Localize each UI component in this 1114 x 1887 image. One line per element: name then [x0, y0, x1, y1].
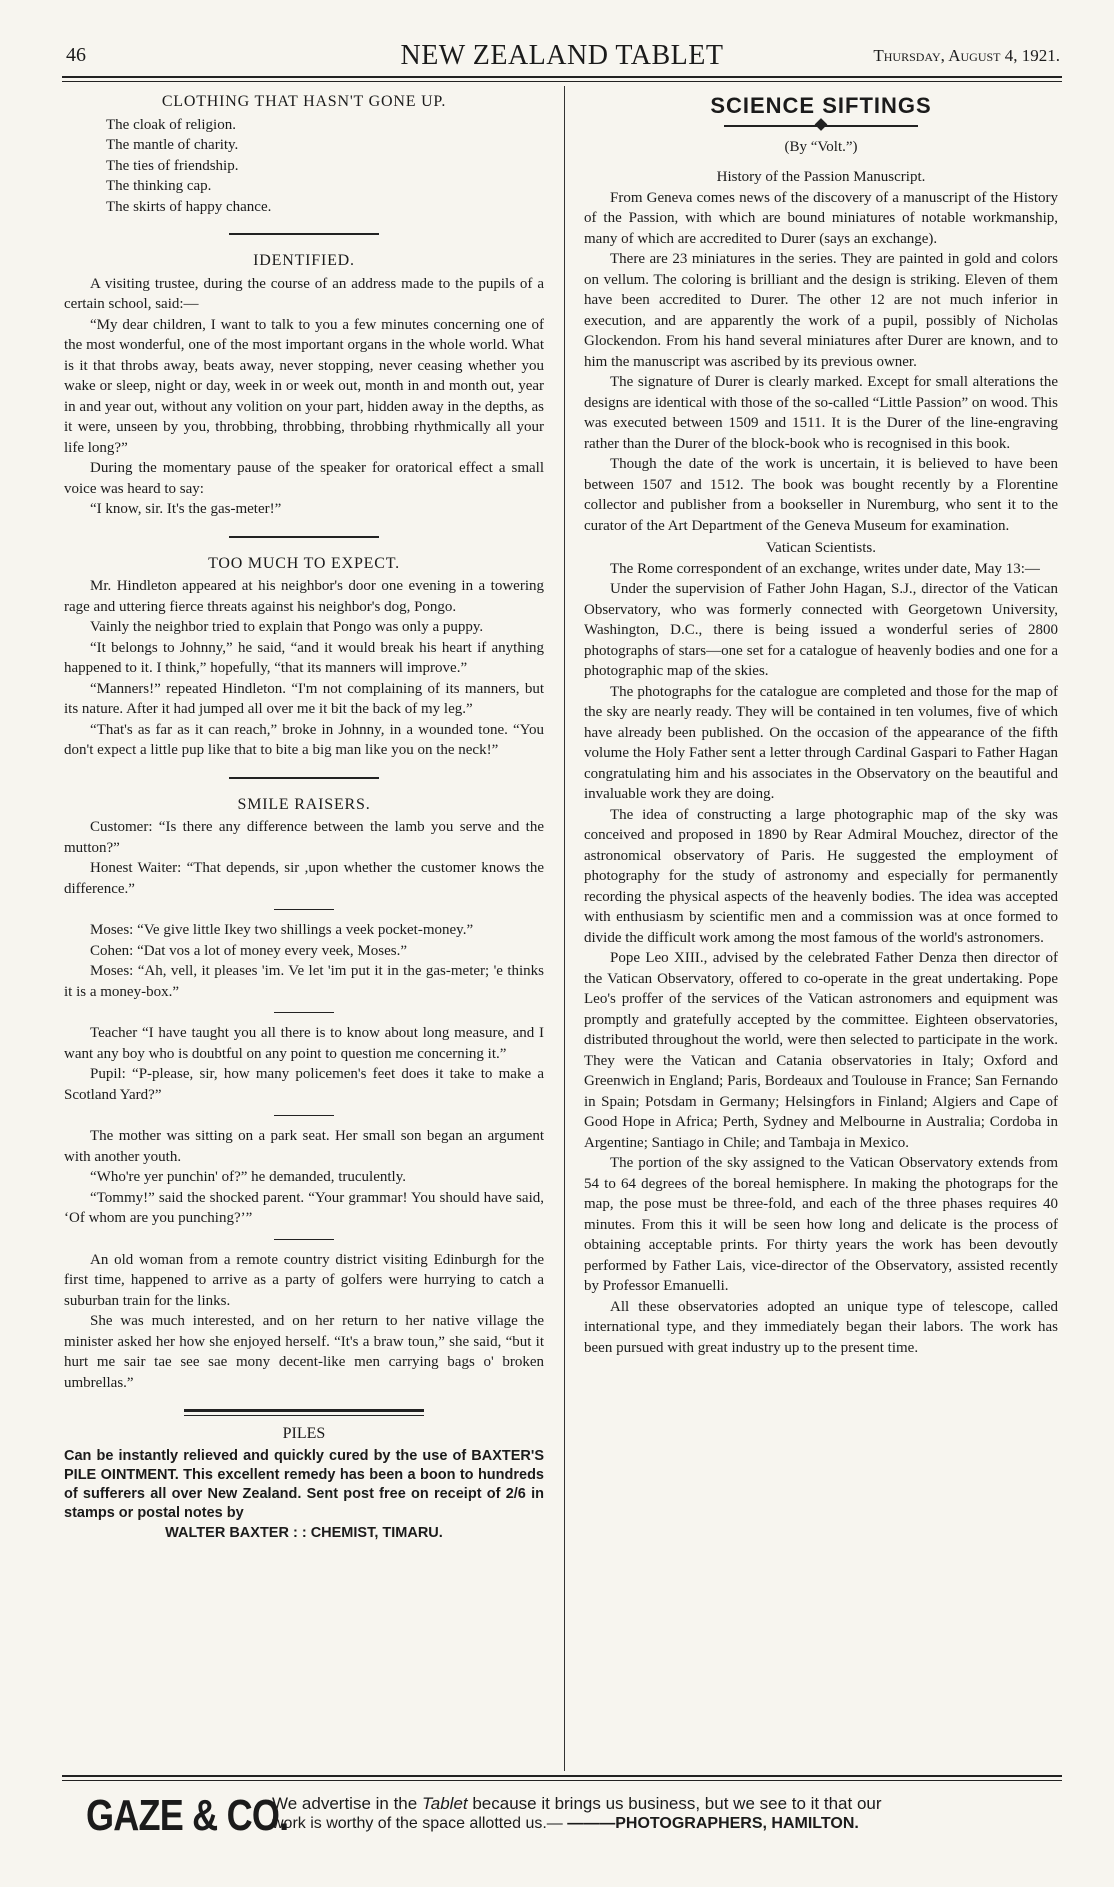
paragraph: Teacher “I have taught you all there is to know about long measure, and I want any boy who is doubtful on any point to question me concerning it.”	[64, 1025, 544, 1062]
paragraph: “Manners!” repeated Hindleton. “I'm not complaining of its manners, but its nature. After it had jumped all over me it bit the back of my leg.”	[64, 680, 544, 717]
section-rule	[229, 777, 379, 779]
section-rule	[229, 536, 379, 538]
footer-text	[272, 1794, 1062, 1834]
joke-rule	[274, 1012, 334, 1013]
footer-text-a: We advertise in the	[272, 1794, 422, 1813]
paragraph: “My dear children, I want to talk to you a few minutes concerning one of the most wonderful, one of the most important organs in the whole world. What is it that throbs away, beats away, never stopping, never ceasing whether you wake or sleep, night or day, week in or week out, month in and month out, year in and year out, without any volition on your part, hidden away in the depths, as it were, unseen by you, throbbing, throbbing, throbbing rhythmically all your life long?”	[64, 316, 544, 456]
paragraph: All these observatories adopted an unique type of telescope, called international type, and they immediately began their labors. The work has been pursued with great industry up to the present time.	[584, 1298, 1058, 1356]
advert-title: PILES	[282, 1425, 326, 1442]
paragraph: Pope Leo XIII., advised by the celebrated Father Denza then director of the Vatican Observatory, offered to co-operate in the great undertaking. Pope Leo's proffer of the services of the Vatican astronomers and equipment was promptly and gratefully accepted by the committee. Eighteen observatories, distributed throughout the world, were then selected to participate in the work. They were the Vatican and Catania observatories in Italy; Oxford and Greenwich in England; Paris, Bordeaux and Toulouse in France; San Fernando in Spain; Potsdam in Germany; Helsingfors in Finland; Algiers and Cape of Good Hope in Africa; Perth, Sydney and Melbourne in Australia; Cordoba in Argentine; Santiago in Chile; and Tambaja in Mexico.	[584, 950, 1058, 1151]
subheading: Vatican Scientists.	[766, 540, 876, 556]
paragraph: “I know, sir. It's the gas-meter!”	[90, 501, 282, 517]
paragraph: Mr. Hindleton appeared at his neighbor's door one evening in a towering rage and uttering fierce threats against his neighbor's dog, Pongo.	[64, 578, 544, 615]
gaze-logo: GAZE & CO.	[86, 1791, 289, 1840]
issue-date: Thursday, August 4, 1921.	[873, 46, 1060, 65]
footer-line-2	[272, 1814, 1062, 1834]
paragraph: “Tommy!” said the shocked parent. “Your grammar! You should have said, ‘Of whom are you punching?’”	[64, 1189, 544, 1226]
paragraph: “It belongs to Johnny,” he said, “and it would break his heart if anything happened to it. I think,” hopefully, “that its manners will improve.”	[64, 639, 544, 676]
paragraph: Vainly the neighbor tried to explain that Pongo was only a puppy.	[90, 619, 484, 635]
footer-rule-thin	[62, 1780, 1062, 1781]
paragraph: The mother was sitting on a park seat. Her small son began an argument with another youth.	[64, 1128, 544, 1165]
newspaper-title: NEW ZEALAND TABLET	[400, 40, 724, 71]
paragraph: A visiting trustee, during the course of an address made to the pupils of a certain school, said:—	[64, 275, 544, 312]
right-column	[584, 92, 1058, 1358]
paragraph: Under the supervision of Father John Hagan, S.J., director of the Vatican Observatory, who was formerly connected with Georgetown University, Washington, D.C., there is being issued a wonderful series of 2800 photographs of stars—one set for a catalogue of heavenly bodies and one for a photographic map of the skies.	[584, 581, 1058, 679]
paragraph: From Geneva comes news of the discovery of a manuscript of the History of the Passion, with which are bound miniatures of notable workmanship, many of which are accredited to Durer (says an exchange).	[584, 189, 1058, 247]
byline: (By “Volt.”)	[784, 138, 858, 155]
paragraph: Cohen: “Dat vos a lot of money every veek, Moses.”	[90, 942, 407, 959]
footer-photographers: ———PHOTOGRAPHERS, HAMILTON.	[567, 1815, 859, 1832]
paragraph: Moses: “Ve give little Ikey two shillings a veek pocket-money.”	[90, 922, 474, 938]
diamond-icon	[815, 118, 828, 131]
footer-advert	[62, 1788, 1062, 1858]
advert-signature: WALTER BAXTER : : CHEMIST, TIMARU.	[165, 1524, 443, 1541]
paragraph: Honest Waiter: “That depends, sir ,upon whether the customer knows the difference.”	[64, 860, 544, 897]
page-number: 46	[66, 44, 86, 66]
verse-line: The skirts of happy chance.	[106, 198, 272, 215]
verse-line: The cloak of religion.	[106, 116, 236, 133]
clothing-heading: CLOTHING THAT HASN'T GONE UP.	[161, 93, 447, 110]
paragraph: The photographs for the catalogue are completed and those for the map of the sky are nearly ready. They will be contained in ten volumes, five of which have already been published. On the occasion of the appearance of the fifth volume the Holy Father sent a letter through Cardinal Gaspari to Father Hagan congratulating him and his associates in the Observatory on the beautiful and invaluable work they are doing.	[584, 683, 1058, 802]
paragraph: Customer: “Is there any difference between the lamb you serve and the mutton?”	[64, 819, 544, 856]
identified-heading: IDENTIFIED.	[253, 252, 355, 269]
paragraph: She was much interested, and on her return to her native village the minister asked her how she enjoyed herself. “It's a braw toun,” she said, “but it hurt me sair tae see sae mony decent-like men carrying bags o' broken umbrellas.”	[64, 1313, 544, 1391]
paragraph: The signature of Durer is clearly marked. Except for small alterations the designs are identical with those of the so-called “Little Passion” on wood. This was executed between 1509 and 1511. It is the Durer of the line-engraving rather than the Durer of the block-book who is recognised in this book.	[584, 374, 1058, 452]
footer-tablet: Tablet	[421, 1794, 468, 1813]
subheading: History of the Passion Manuscript.	[716, 169, 926, 185]
joke-rule	[274, 1239, 334, 1240]
paragraph: Moses: “Ah, vell, it pleases 'im. Ve let 'im put it in the gas-meter; 'e thinks it is a money-box.”	[64, 963, 544, 1000]
paragraph: The Rome correspondent of an exchange, writes under date, May 13:—	[610, 560, 1040, 577]
footer-text-b: because it brings us business, but we see to it that our	[467, 1794, 882, 1813]
paragraph: The idea of constructing a large photographic map of the sky was conceived and proposed in 1890 by Rear Admiral Mouchez, director of the astronomical observatory of Paris. He suggested the employment of photography for the study of astronomy and especially for permanently recording the physical aspects of the heavenly bodies. The idea was accepted with enthusiasm by scientific men and a commission was at once formed to divide the difficult work among the most famous of the world's astronomers.	[584, 806, 1058, 946]
joke-rule	[274, 1115, 334, 1116]
footer-text-c: work is worthy of the space allotted us.—	[272, 1815, 568, 1832]
footer-rule	[62, 1775, 1062, 1777]
left-column	[64, 92, 544, 1543]
paragraph: During the momentary pause of the speaker for oratorical effect a small voice was heard to say:	[64, 460, 544, 497]
advert-rule	[184, 1409, 424, 1416]
paragraph: The portion of the sky assigned to the Vatican Observatory extends from 54 to 64 degrees of the boreal hemisphere. In making the photograps for the map, the pose must be three-fold, and each of the three phases requires 40 minutes. From this it will be seen how long and delicate is the process of obtaining acceptable prints. For thirty years the work has been devoutly performed by Father Lais, vice-director of the Observatory, assisted recently by Professor Emanuelli.	[584, 1155, 1058, 1294]
section-rule	[229, 233, 379, 235]
paragraph: Though the date of the work is uncertain, it is believed to have been between 1507 and 1512. The book was bought recently by a Florentine collector and publisher from a bookseller in Nuremburg, who sent it to the curator of the Art Department of the Geneva Museum for examination.	[584, 456, 1058, 534]
verse-line: The ties of friendship.	[106, 157, 239, 174]
masthead	[62, 40, 1062, 74]
verse-line: The thinking cap.	[106, 178, 212, 194]
advert-body: Can be instantly relieved and quickly cured by the use of BAXTER'S PILE OINTMENT. This excellent remedy has been a boon to hundreds of sufferers all over New Zealand. Sent post free on receipt of 2/6 in stamps or postal notes by	[64, 1447, 544, 1521]
joke-rule	[274, 909, 334, 910]
paragraph: “That's as far as it can reach,” broke in Johnny, in a wounded tone. “You don't expect a little pup like that to bite a big man like you on the neck!”	[64, 721, 544, 758]
footer-line-1	[272, 1794, 1062, 1814]
verse-line: The mantle of charity.	[106, 137, 239, 153]
paragraph: Pupil: “P-please, sir, how many policemen's feet does it take to make a Scotland Yard?”	[64, 1066, 544, 1103]
title-ornament	[584, 121, 1058, 131]
masthead-rule-thin	[62, 81, 1062, 82]
column-divider	[564, 86, 565, 1771]
paragraph: “Who're yer punchin' of?” he demanded, truculently.	[90, 1169, 406, 1185]
paragraph: An old woman from a remote country district visiting Edinburgh for the first time, happened to arrive as a party of golfers were hurrying to catch a suburban train for the links.	[64, 1251, 544, 1309]
smile-raisers-heading: SMILE RAISERS.	[237, 795, 371, 813]
clothing-verse	[106, 115, 544, 218]
too-much-heading: TOO MUCH TO EXPECT.	[208, 554, 400, 572]
paragraph: There are 23 miniatures in the series. They are painted in gold and colors on vellum. The coloring is brilliant and the design is striking. Eleven of them have been accredited to Durer. The other 12 are not much inferior in execution, and are apparently the work of a pupil, possibly of Nicholas Glockendon. From his hand several miniatures after Durer are known, and to him the manuscript was ascribed by its previous owner.	[584, 251, 1058, 370]
masthead-rule	[62, 76, 1062, 78]
science-siftings-title: SCIENCE SIFTINGS	[710, 93, 932, 118]
